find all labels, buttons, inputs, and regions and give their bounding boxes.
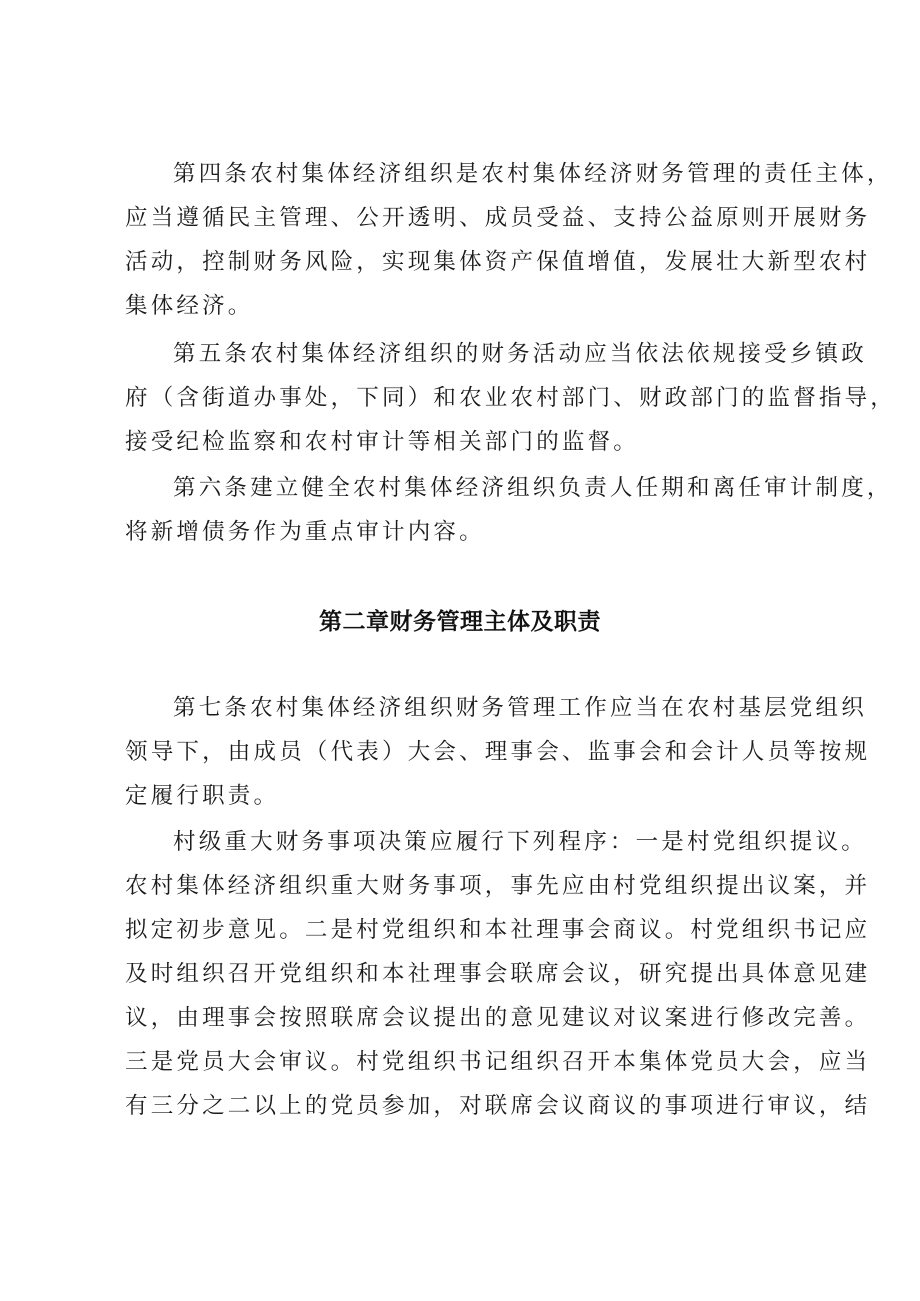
paragraph-line: 第七条农村集体经济组织财务管理工作应当在农村基层党组织 [173,695,867,721]
paragraph-line: 拟定初步意见。二是村党组织和本社理事会商议。村党组织书记应 [125,917,871,943]
paragraph-line: 定履行职责。 [125,783,280,809]
article-5-paragraph [125,332,897,464]
paragraph-line: 农村集体经济组织重大财务事项，事先应由村党组织提出议案，并 [125,873,871,899]
paragraph-line: 第四条农村集体经济组织是农村集体经济财务管理的责任主体， [173,161,893,187]
article-6-paragraph [125,466,893,554]
paragraph-line: 有三分之二以上的党员参加，对联席会议商议的事项进行审议，结 [125,1093,871,1119]
paragraph-line: 三是党员大会审议。村党组织书记组织召开本集体党员大会，应当 [125,1049,871,1075]
paragraph-line: 议，由理事会按照联席会议提出的意见建议对议案进行修改完善。 [125,1005,871,1031]
paragraph-line: 集体经济。 [125,293,254,319]
paragraph-line: 第五条农村集体经济组织的财务活动应当依法依规接受乡镇政 [173,341,867,367]
chapter-heading: 第二章财务管理主体及职责 [319,609,601,635]
paragraph-line: 领导下，由成员（代表）大会、理事会、监事会和会计人员等按规 [125,739,871,765]
paragraph-line: 应当遵循民主管理、公开透明、成员受益、支持公益原则开展财务 [125,205,871,231]
paragraph-line: 第六条建立健全农村集体经济组织负责人任期和离任审计制度， [173,475,893,501]
paragraph-line: 村级重大财务事项决策应履行下列程序：一是村党组织提议。 [173,829,867,855]
paragraph-line: 接受纪检监察和农村审计等相关部门的监督。 [125,429,640,455]
paragraph-line: 将新增债务作为重点审计内容。 [125,519,485,545]
decision-procedure-paragraph [125,820,871,1128]
article-4-paragraph [125,152,893,328]
paragraph-line: 活动，控制财务风险，实现集体资产保值增值，发展壮大新型农村 [125,249,871,275]
paragraph-line: 府（含街道办事处，下同）和农业农村部门、财政部门的监督指导， [125,385,897,411]
article-7-paragraph [125,686,871,818]
paragraph-line: 及时组织召开党组织和本社理事会联席会议，研究提出具体意见建 [125,961,871,987]
